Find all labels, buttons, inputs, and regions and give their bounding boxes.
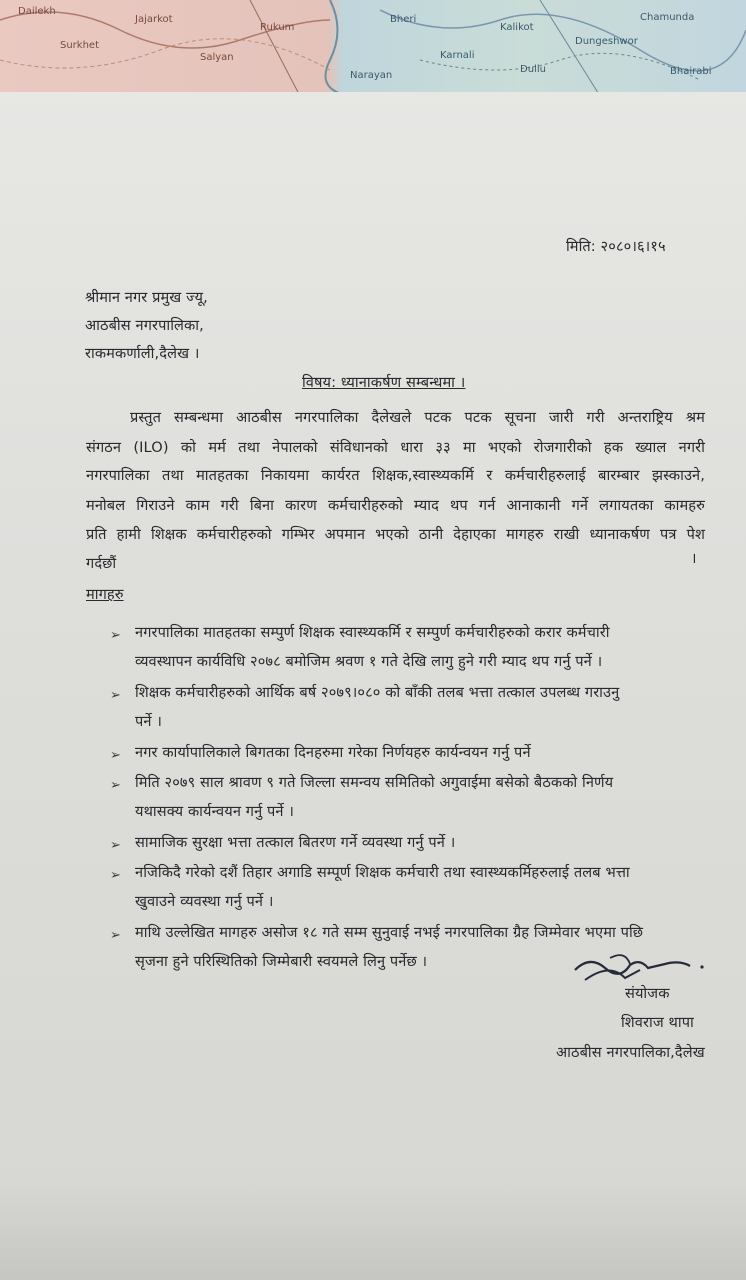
demand-line: नगर कार्यापालिकाले बिगतका दिनहरुमा गरेका निर्णयहरु कार्यन्वयन गर्नु पर्ने bbox=[135, 744, 531, 761]
demand-line: मिति २०७९ साल श्रावण ९ गते जिल्ला समन्वय समितिको अगुवाईमा बसेको बैठकको निर्णय bbox=[135, 774, 614, 791]
demand-line: नगरपालिका मातहतका सम्पुर्ण शिक्षक स्वास्थ्यकर्मि र सम्पुर्ण कर्मचारीहरुको करार कर्मचारी bbox=[135, 624, 610, 641]
map-label: Surkhet bbox=[60, 40, 99, 51]
bullet-arrow-icon: ➢ bbox=[110, 928, 121, 943]
signatory-name: शिवराज थापा bbox=[621, 1014, 694, 1031]
body-line: प्रति हामी शिक्षक कर्मचारीहरुको गम्भिर अपमान भएको ठानी देहाएका मागहरु राखी ध्यानाकर्षण पत्र पेश bbox=[86, 526, 705, 543]
map-label: Chamunda bbox=[640, 12, 695, 23]
page-bottom-shadow bbox=[0, 1180, 746, 1280]
bullet-arrow-icon: ➢ bbox=[110, 778, 121, 793]
map-label: Bhairabi bbox=[670, 66, 712, 77]
letter-subject: विषय: ध्यानाकर्षण सम्बन्धमा । bbox=[302, 374, 466, 391]
bullet-arrow-icon: ➢ bbox=[110, 748, 121, 763]
demand-line: शिक्षक कर्मचारीहरुको आर्थिक बर्ष २०७९।०८० को बाँकी तलब भत्ता तत्काल उपलब्ध गराउनु bbox=[135, 684, 620, 701]
map-label: Kalikot bbox=[500, 22, 534, 33]
signatory-organization: आठबीस नगरपालिका,दैलेख bbox=[556, 1044, 705, 1061]
recipient-line-3: राकमकर्णाली,दैलेख । bbox=[85, 345, 200, 362]
map-label: Bheri bbox=[390, 14, 417, 25]
body-line: प्रस्तुत सम्बन्धमा आठबीस नगरपालिका दैलेखले पटक पटक सूचना जारी गरी अन्तराष्ट्रिय श्रम bbox=[130, 409, 705, 426]
demand-line: माथि उल्लेखित मागहरु असोज १८ गते सम्म सुनुवाई नभई नगरपालिका ग्रैह जिम्मेवार भएमा पछि bbox=[135, 924, 644, 941]
demand-line: खुवाउने व्यवस्था गर्नु पर्ने । bbox=[135, 893, 274, 910]
body-line: मनोबल गिराउने काम गरी बिना कारण कर्मचारीहरुको म्याद थप गर्न आनाकानी गर्ने लगायतका कामहरु bbox=[86, 497, 705, 514]
body-line: संगठन (ILO) को मर्म तथा नेपालको संविधानको धारा ३३ मा भएको रोजगारीको हक ख्याल नगरी bbox=[86, 439, 705, 456]
recipient-line-1: श्रीमान नगर प्रमुख ज्यू, bbox=[85, 289, 208, 306]
recipient-line-2: आठबीस नगरपालिका, bbox=[85, 317, 204, 334]
body-line: नगरपालिका तथा मातहतका निकायमा कार्यरत शिक्षक,स्वास्थ्यकर्मि र कर्मचारीहरुलाई बारम्बार झस्काउने, bbox=[86, 467, 705, 484]
map-label: Jajarkot bbox=[135, 14, 173, 25]
map-label: Narayan bbox=[350, 70, 393, 81]
map-label: Salyan bbox=[200, 52, 234, 63]
body-end-mark: । bbox=[691, 550, 697, 567]
demand-line: नजिकिदै गरेको दशैं तिहार अगाडि सम्पूर्ण शिक्षक कर्मचारी तथा स्वास्थ्यकर्मिहरुलाई तलब भत्ता bbox=[135, 864, 630, 881]
bullet-arrow-icon: ➢ bbox=[110, 868, 121, 883]
demand-line: सामाजिक सुरक्षा भत्ता तत्काल बितरण गर्ने व्यवस्था गर्नु पर्ने । bbox=[135, 834, 456, 851]
bullet-arrow-icon: ➢ bbox=[110, 628, 121, 643]
map-background bbox=[0, 0, 746, 96]
map-label: Karnali bbox=[440, 50, 475, 61]
demand-line: व्यवस्थापन कार्यविधि २०७८ बमोजिम श्रवण १ गते देखि लागु हुने गरी म्याद थप गर्नु पर्ने । bbox=[135, 653, 603, 670]
demand-line: पर्ने । bbox=[135, 713, 162, 730]
map-illustration bbox=[0, 0, 746, 96]
map-label: Rukum bbox=[260, 22, 295, 33]
map-label: Dungeshwor bbox=[575, 36, 638, 47]
signatory-role: संयोजक bbox=[625, 985, 670, 1002]
demand-line: सृजना हुने परिस्थितिको जिम्मेबारी स्वयमले लिनु पर्नेछ । bbox=[135, 953, 428, 970]
letter-date: मिति: २०८०।६।१५ bbox=[566, 238, 666, 255]
demands-heading: मागहरु bbox=[86, 586, 124, 603]
map-label: Dullu bbox=[520, 64, 546, 75]
bullet-arrow-icon: ➢ bbox=[110, 838, 121, 853]
map-label: Dailekh bbox=[18, 6, 56, 17]
body-end: गर्दछौं bbox=[86, 555, 117, 572]
demand-line: यथासक्य कार्यन्वयन गर्नु पर्ने । bbox=[135, 803, 294, 820]
bullet-arrow-icon: ➢ bbox=[110, 688, 121, 703]
